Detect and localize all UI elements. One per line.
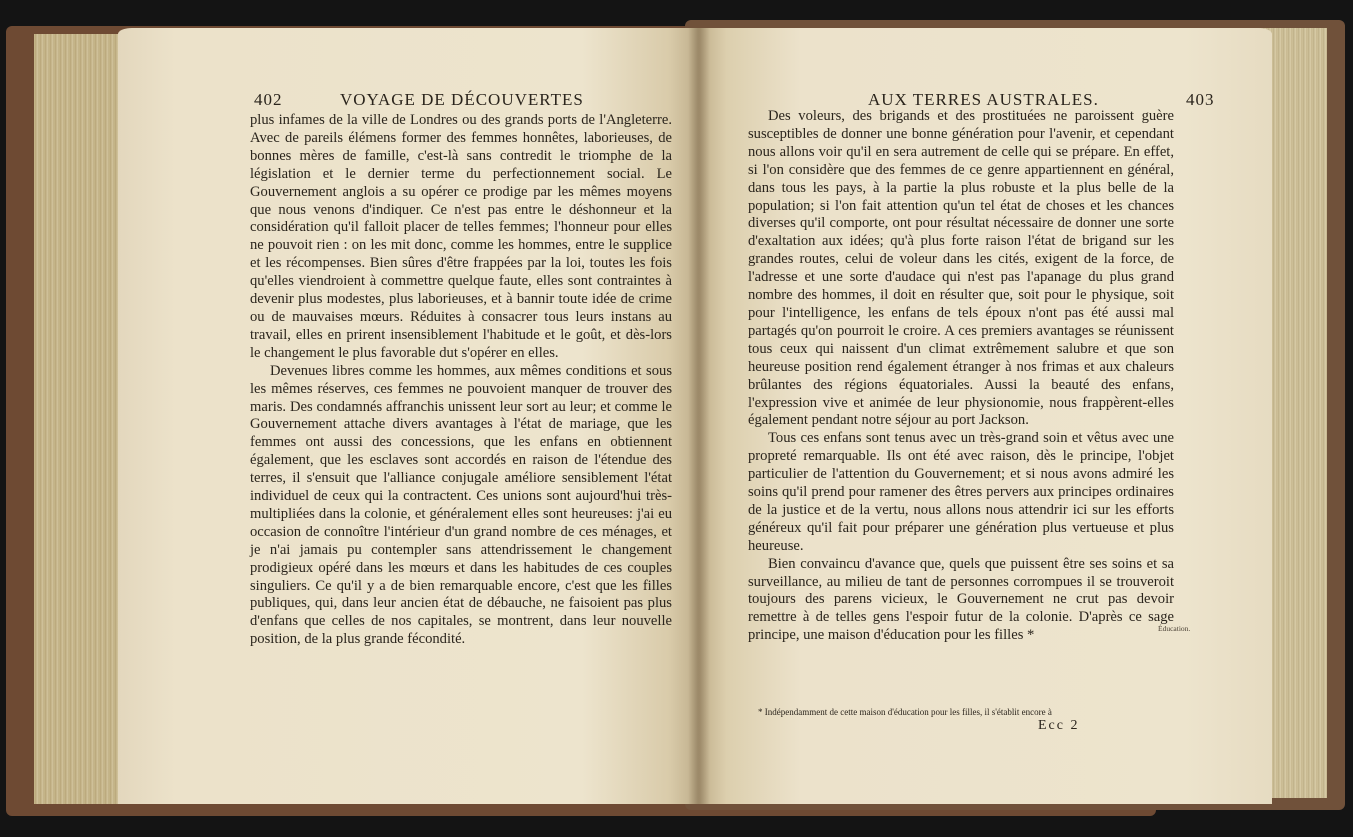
left-page-body	[250, 112, 672, 649]
right-paragraph-1: Des voleurs, des brigands et des prostituées ne paroissent guère susceptibles de donner une bonne génération pour l'avenir, et cependant nous allons voir qu'il en sera autrement de celle qui se prépare. En effet, si l'on considère que des femmes de ce genre appartiennent en général, dans tous les pays, à la partie la plus robuste et la plus belle de la population; si l'on fait attention qu'un tel état de choses et les chances diverses qu'il comporte, ont pour résultat nécessaire de donner une sorte d'exaltation aux idées; qu'à plus forte raison l'état de brigand sur les grandes routes, celui de voleur dans les cités, exigent de la force, de l'adresse et une sorte d'audace qui n'est pas l'apanage du plus grand nombre des hommes, il doit en résulter que, soit pour le physique, soit pour l'intelligence, les enfans de tels époux n'ont pas été aussi mal partagés qu'on pourroit le croire. A ces premiers avantages se réunissent tous ceux qui naissent d'un climat extrêmement salubre et que son heureuse position rend également étranger à nos frimas et aux chaleurs brûlantes des régions équatoriales. Aussi la beauté des enfans, l'expression vive et animée de leur physionomie, nous frappèrent-elles également pendant notre séjour au port Jackson.	[748, 108, 1174, 429]
right-running-title: AUX TERRES AUSTRALES.	[868, 90, 1099, 109]
right-page	[698, 28, 1272, 804]
book-gutter	[688, 28, 710, 804]
margin-note: Éducation.	[1158, 624, 1191, 633]
left-page-number: 402	[254, 90, 283, 109]
right-paragraph-2: Tous ces enfans sont tenus avec un très-grand soin et vêtus avec une propreté remarquable. Ils ont été avec raison, dès le principe, l'objet particulier de l'attention du Gouvernement; et si nous avons admiré les soins qu'il prend pour ramener des êtres pervers aux principes ordinaires de la justice et de la vertu, nous allons nous attendrir ici sur les efforts généreux qu'il fait pour préparer une génération plus vertueuse et plus heureuse.	[748, 430, 1174, 554]
left-paragraph-1: plus infames de la ville de Londres ou des grands ports de l'Angleterre. Avec de pareils élémens former des femmes honnêtes, laborieuses, de bonnes mères de famille, c'est-là sans contredit le triomphe de la législation et le dernier terme du perfectionnement social. Le Gouvernement anglois a su opérer ce prodige par les mêmes moyens que nous venons d'indiquer. Ce n'est pas entre le déshonneur et la considération qu'il falloit placer de telles femmes; l'honneur pour elles ne pouvoit rien : on les mit donc, comme les hommes, entre le supplice et les récompenses. Bien sûres d'être frappées par la loi, toutes les fois qu'elles viendroient à commettre quelque faute, elles sont contraintes à devenir plus modestes, plus laborieuses, et à bannir toute idée de crime ou de mauvaises mœurs. Réduites à consacrer tous leurs instans au travail, elles en prirent insensiblement l'habitude et le goût, et dès-lors le changement le plus favorable dut s'opérer en elles.	[250, 112, 672, 361]
signature-mark: Ecc 2	[1038, 718, 1080, 733]
right-page-number: 403	[1186, 90, 1215, 109]
right-paragraph-3: Bien convaincu d'avance que, quels que puissent être ses soins et sa surveillance, au milieu de tant de personnes corrompues il se trouveroit toujours des parens vicieux, le Gouvernement ne crut pas devoir remettre à de telles gens l'espoir futur de la colonie. D'après ce sage principe, une maison d'éducation pour les filles *	[748, 555, 1174, 644]
left-paragraph-2: Devenues libres comme les hommes, aux mêmes conditions et sous les mêmes réserves, ces femmes ne pouvoient manquer de trouver des maris. Des condamnés affranchis unissent leur sort au leur; et comme le Gouvernement attache divers avantages à l'état de mariage, que les femmes ont aussi des concessions, que les enfans en obtiennent également, que les esclaves sont accordés en raison de l'étendue des terres, il s'ensuit que l'alliance conjugale améliore sensiblement l'état individuel de ceux qui la contractent. Ces unions sont aujourd'hui très-multipliées dans la colonie, et généralement elles sont heureuses: j'ai eu occasion de connoître l'intérieur d'un grand nombre de ces ménages, et je n'ai jamais pu contempler sans attendrissement le changement prodigieux opéré dans les mœurs et dans les habitudes de ces couples singuliers. Ce qu'il y a de bien remarquable encore, c'est que les filles publiques, qui, dans leur ancien état de débauche, ne faisoient pas plus d'enfans que celles de nos capitales, se montrent, dans leur nouvelle position, de la plus grande fécondité.	[250, 362, 672, 648]
right-page-body	[748, 108, 1174, 645]
left-page	[118, 28, 698, 804]
left-running-title: VOYAGE DE DÉCOUVERTES	[340, 90, 584, 109]
footnote: * Indépendamment de cette maison d'éducation pour les filles, il s'établit encore à	[758, 707, 1052, 717]
